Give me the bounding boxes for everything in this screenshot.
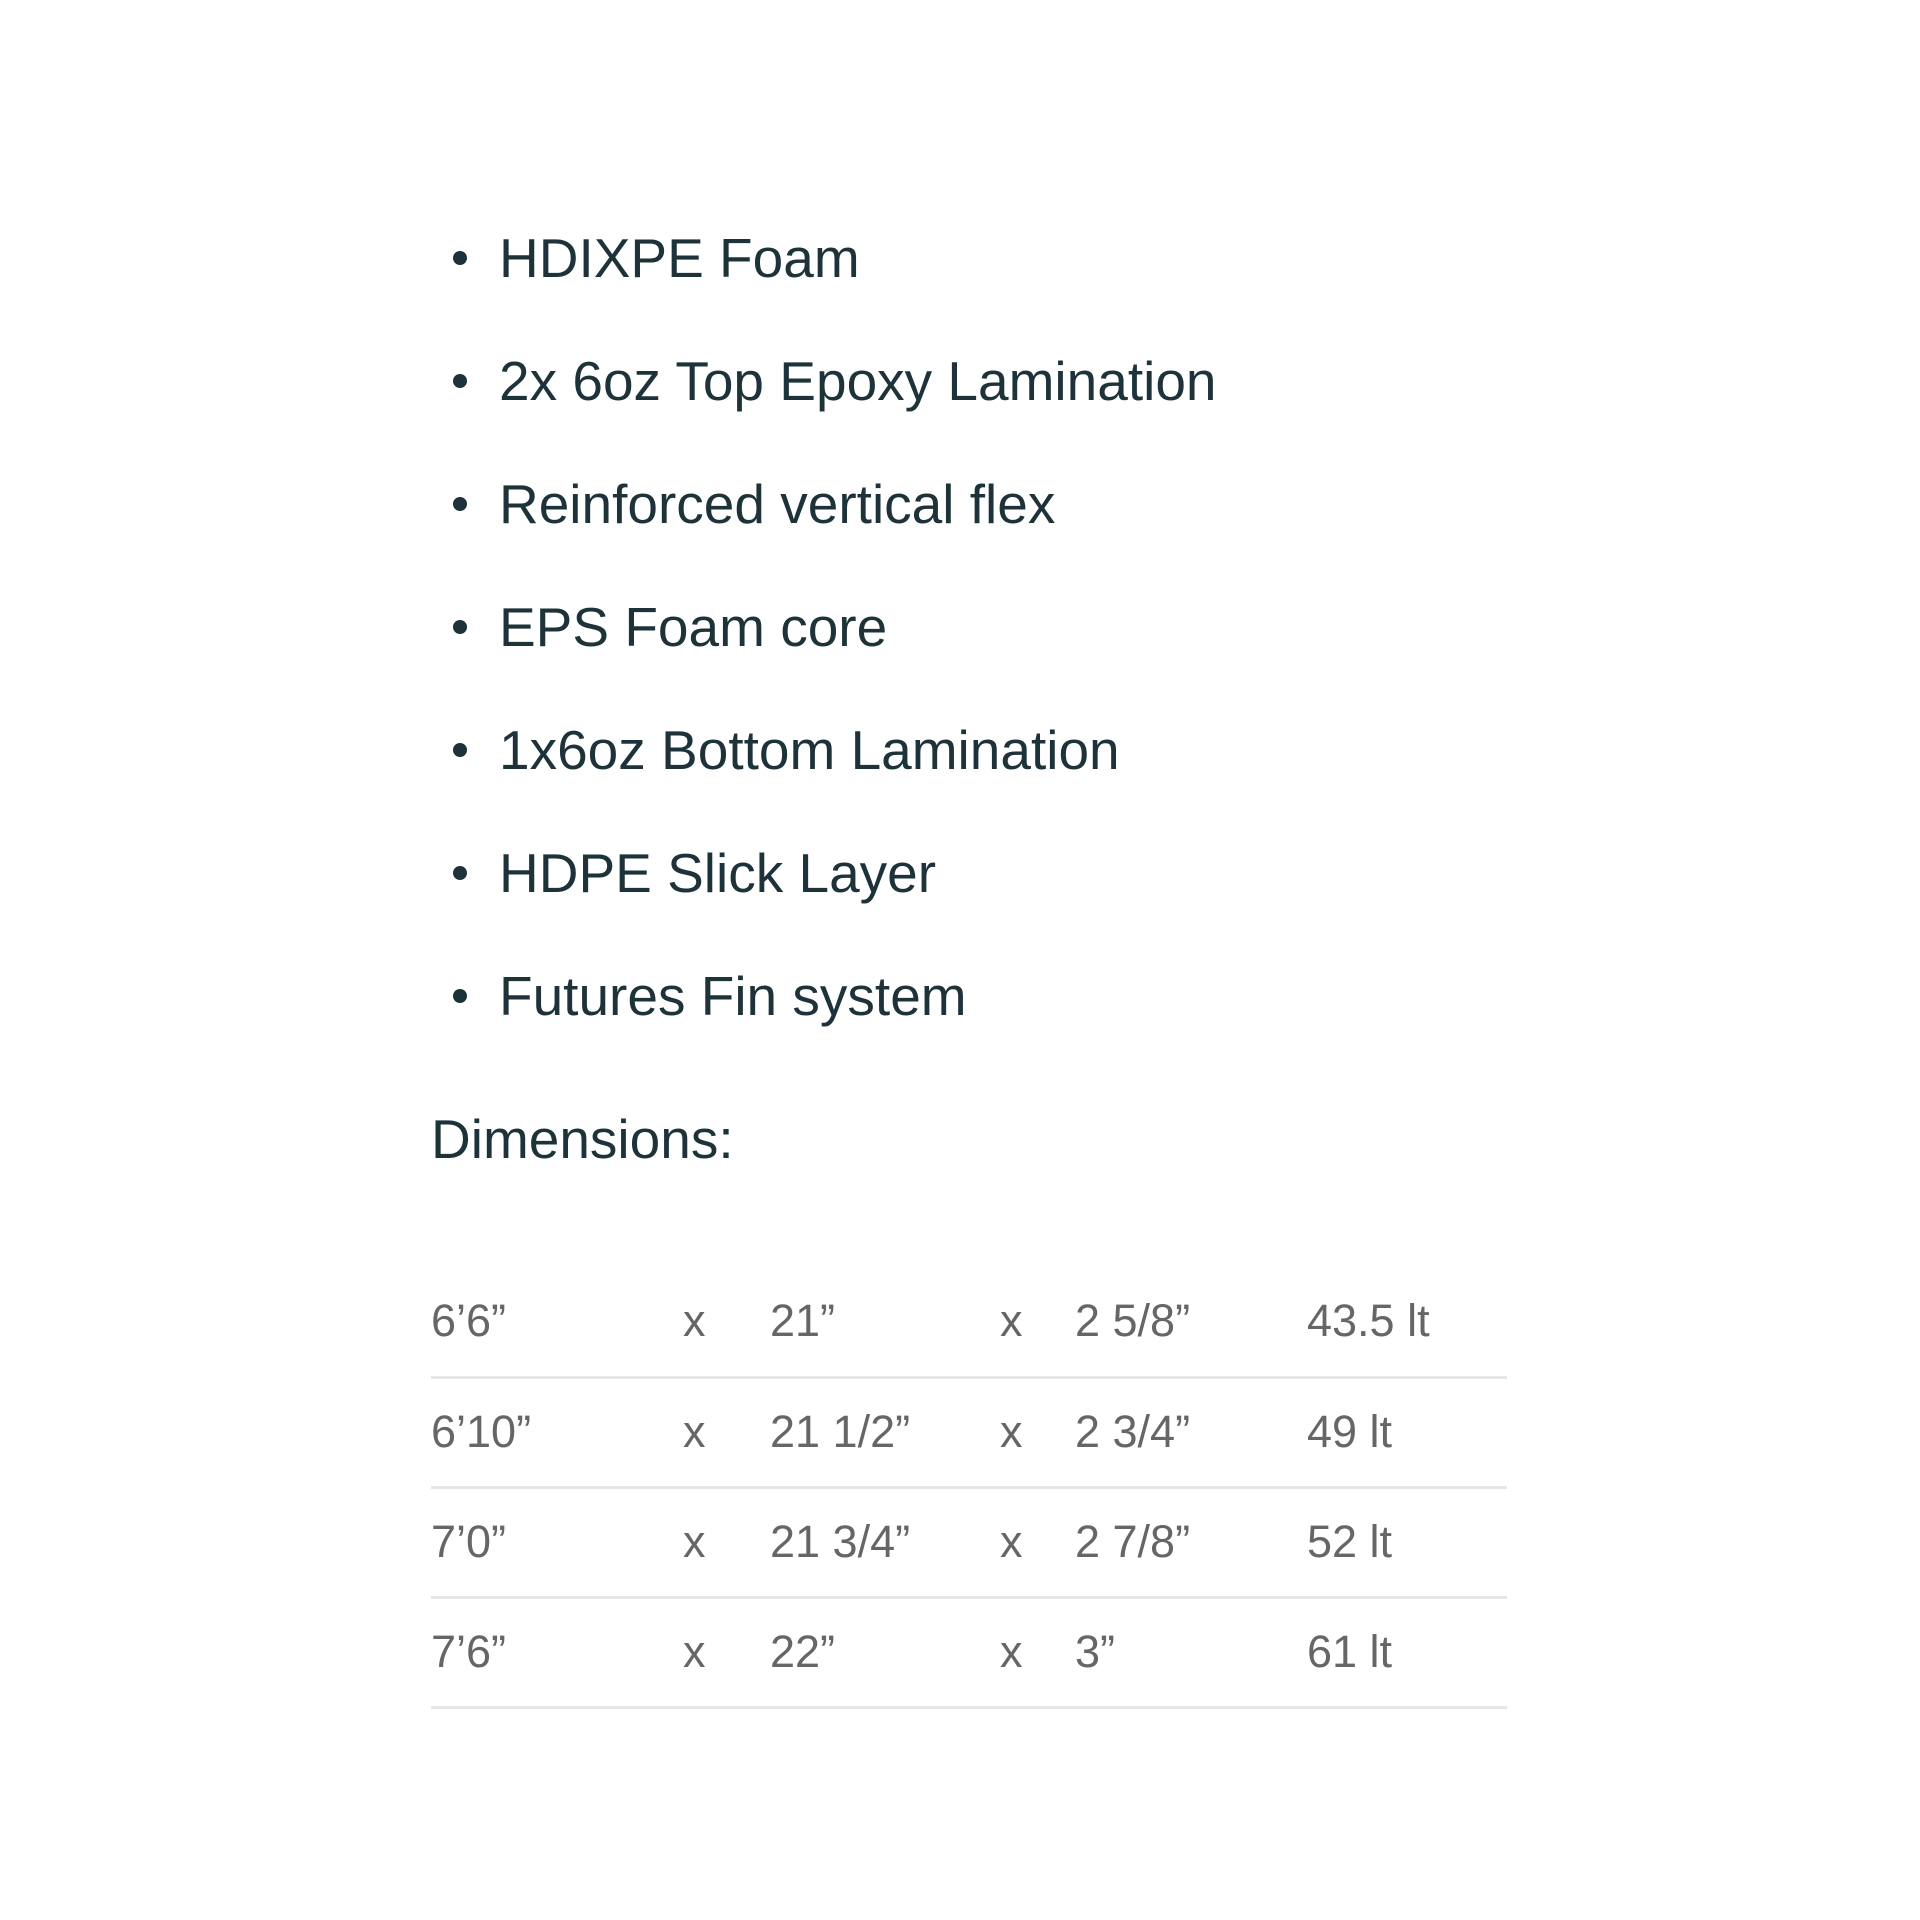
volume-cell: 52 lt <box>1307 1516 1393 1567</box>
separator-cell: x <box>683 1406 706 1457</box>
width-cell: 21 1/2” <box>770 1406 911 1457</box>
table-row <box>431 1597 1507 1707</box>
bullet-icon <box>453 251 467 265</box>
thickness-cell: 2 5/8” <box>1075 1295 1191 1347</box>
feature-text: 1x6oz Bottom Lamination <box>499 719 1120 781</box>
bullet-icon <box>453 989 467 1003</box>
feature-text: HDPE Slick Layer <box>499 842 937 904</box>
volume-cell: 61 lt <box>1307 1626 1393 1677</box>
length-cell: 6’10” <box>431 1406 532 1457</box>
feature-text: Futures Fin system <box>499 965 967 1027</box>
length-cell: 6’6” <box>431 1295 507 1347</box>
separator-cell: x <box>1000 1626 1023 1677</box>
thickness-cell: 2 3/4” <box>1075 1406 1191 1457</box>
bullet-icon <box>453 374 467 388</box>
list-item <box>431 456 1511 579</box>
list-item <box>431 579 1511 702</box>
width-cell: 21 3/4” <box>770 1516 911 1567</box>
bullet-icon <box>453 620 467 634</box>
volume-cell: 49 lt <box>1307 1406 1393 1457</box>
separator-cell: x <box>1000 1516 1023 1567</box>
product-specs <box>431 210 1511 1709</box>
list-item <box>431 825 1511 948</box>
dimensions-heading: Dimensions: <box>431 1108 734 1170</box>
feature-text: Reinforced vertical flex <box>499 473 1056 535</box>
table-row <box>431 1377 1507 1487</box>
width-cell: 22” <box>770 1626 836 1677</box>
volume-cell: 43.5 lt <box>1307 1295 1430 1347</box>
length-cell: 7’0” <box>431 1516 507 1567</box>
separator-cell: x <box>683 1516 706 1567</box>
list-item <box>431 210 1511 333</box>
list-item <box>431 333 1511 456</box>
bullet-icon <box>453 743 467 757</box>
separator-cell: x <box>1000 1295 1023 1347</box>
bullet-icon <box>453 866 467 880</box>
table-row <box>431 1487 1507 1597</box>
dimensions-table <box>431 1267 1507 1709</box>
separator-cell: x <box>683 1295 706 1347</box>
bullet-icon <box>453 497 467 511</box>
separator-cell: x <box>683 1626 706 1677</box>
length-cell: 7’6” <box>431 1626 507 1677</box>
thickness-cell: 3” <box>1075 1626 1116 1677</box>
list-item <box>431 702 1511 825</box>
feature-text: HDIXPE Foam <box>499 227 860 289</box>
thickness-cell: 2 7/8” <box>1075 1516 1191 1567</box>
table-row <box>431 1267 1507 1377</box>
separator-cell: x <box>1000 1406 1023 1457</box>
width-cell: 21” <box>770 1295 836 1347</box>
feature-text: EPS Foam core <box>499 596 888 658</box>
feature-list <box>431 210 1511 1071</box>
list-item <box>431 948 1511 1071</box>
feature-text: 2x 6oz Top Epoxy Lamination <box>499 350 1217 412</box>
